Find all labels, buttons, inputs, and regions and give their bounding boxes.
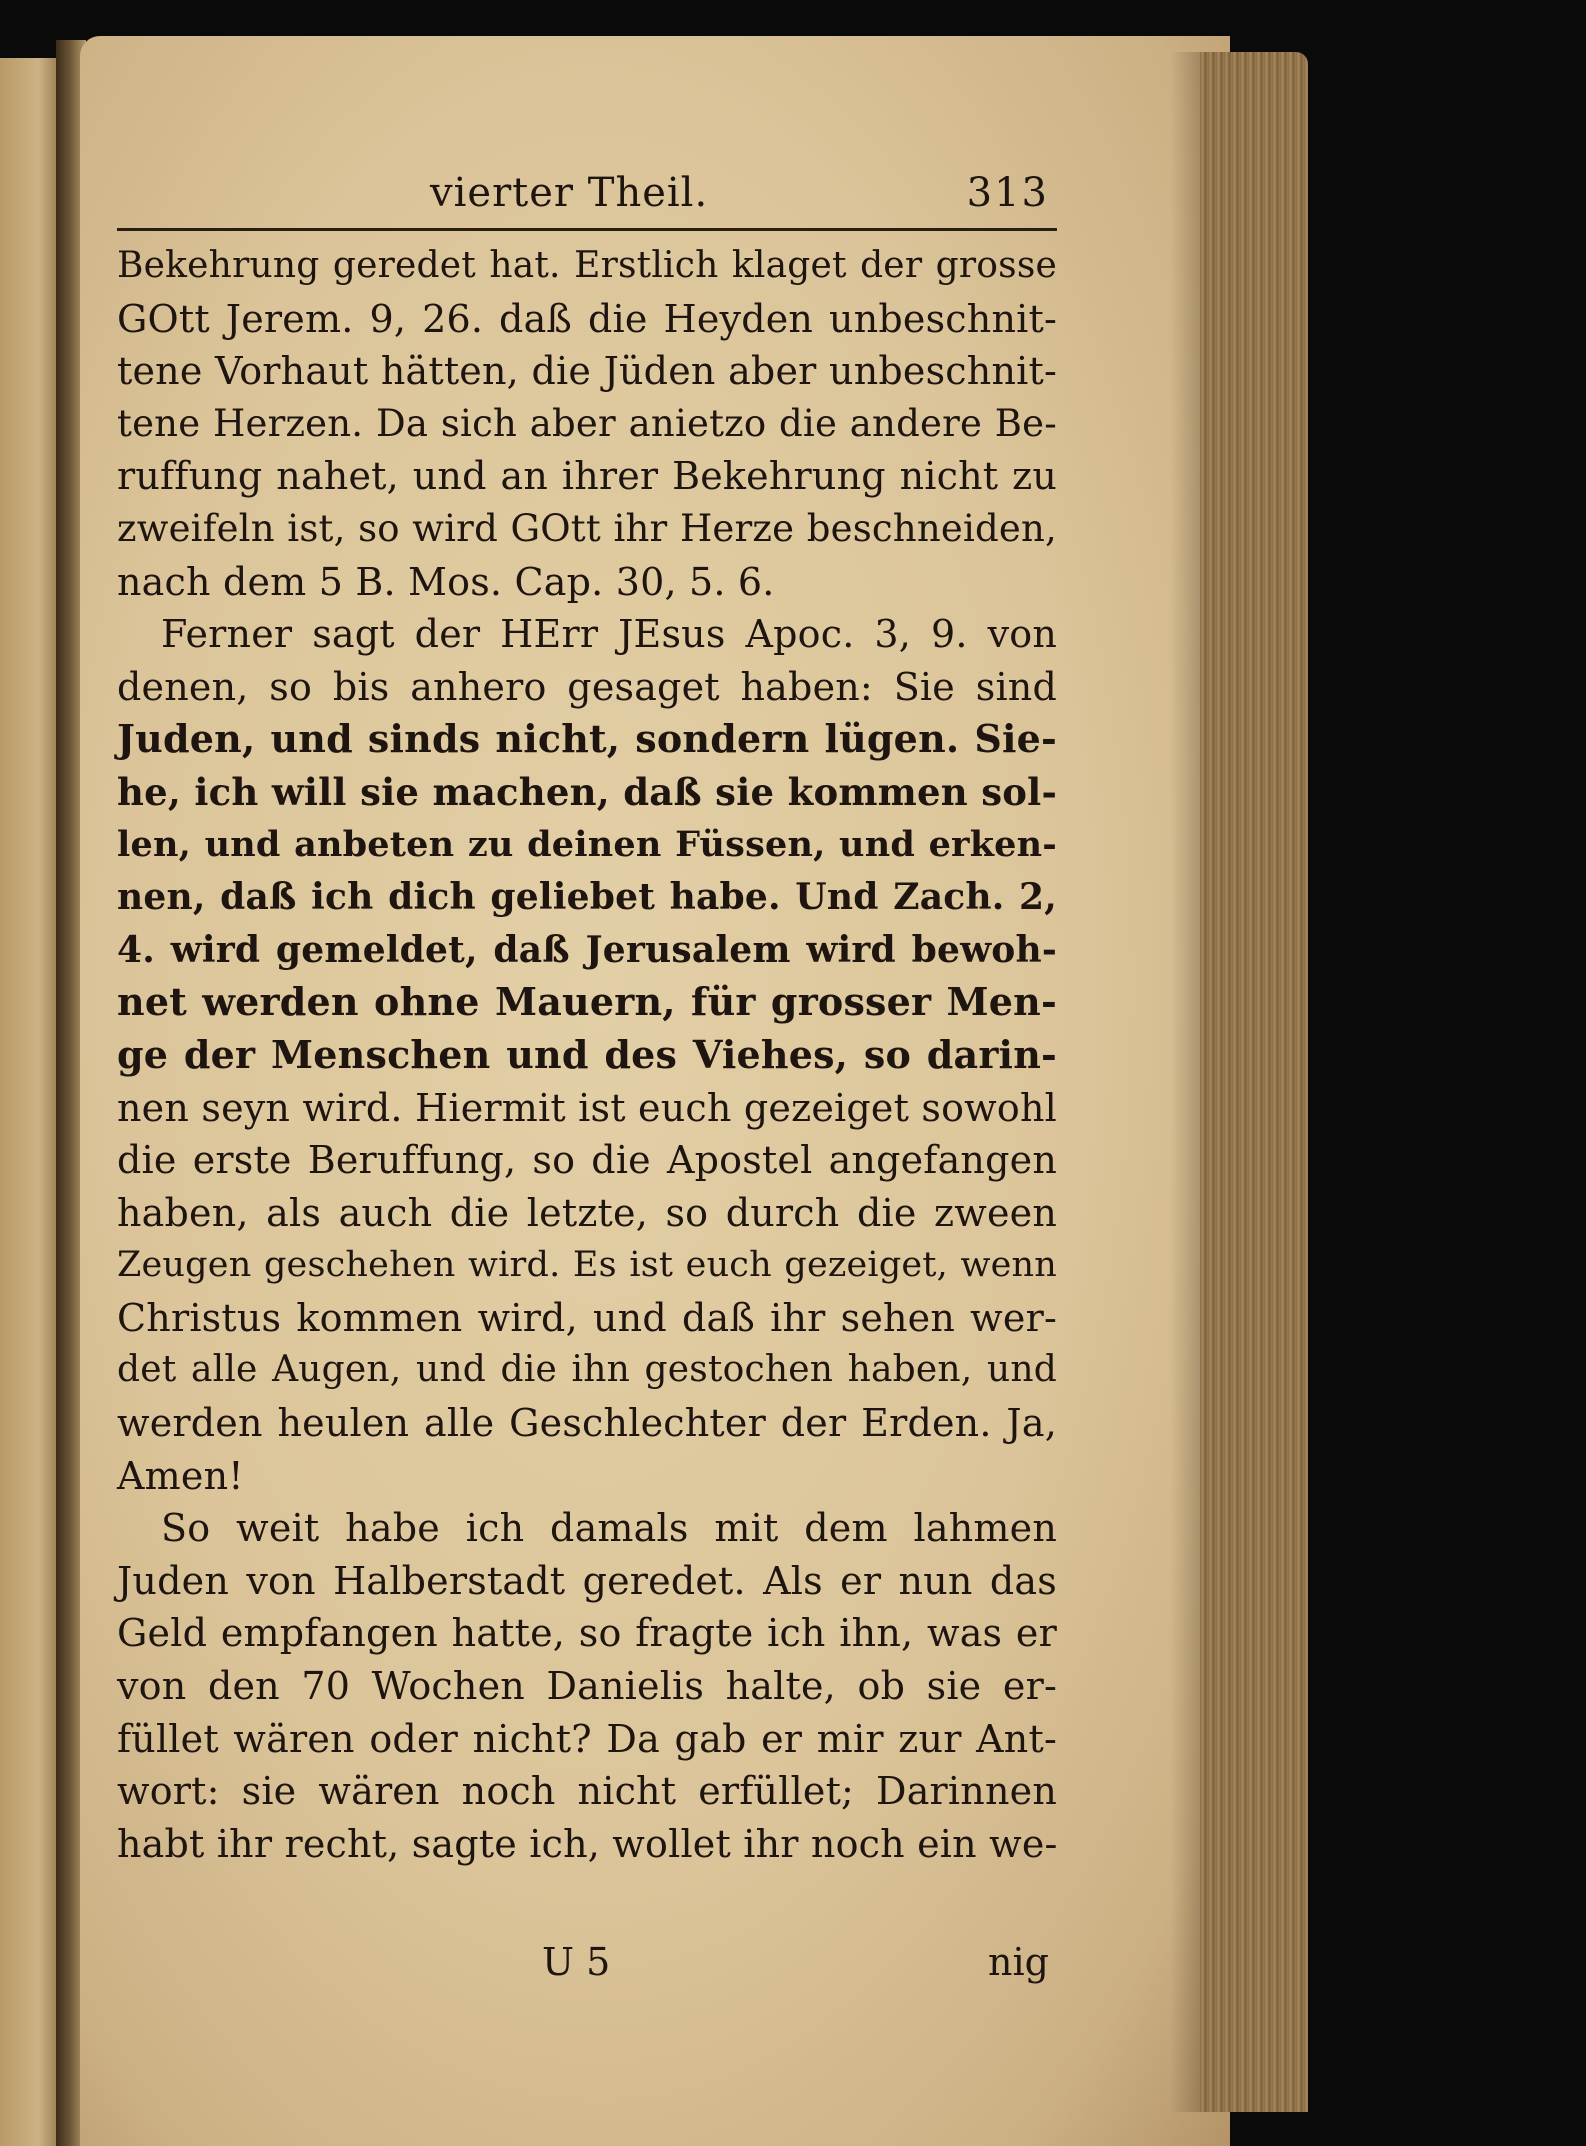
text-line: net werden ohne Mauern, für grosser Men- [117, 979, 1057, 1025]
text-line: von den 70 Wochen Danielis halte, ob sie er- [117, 1664, 1057, 1709]
running-title: vierter Theil. [430, 170, 709, 216]
text-line: Bekehrung geredet hat. Erstlich klaget der grosse [117, 245, 1057, 286]
catchword: nig [988, 1940, 1049, 1984]
page-header [117, 160, 1057, 226]
page-block-edges [1200, 52, 1308, 2112]
text-line: nach dem 5 B. Mos. Cap. 30, 5. 6. [117, 559, 775, 604]
text-line: he, ich will sie machen, daß sie kommen sol- [117, 769, 1057, 814]
text-line: Juden von Halberstadt geredet. Als er nun das [117, 1558, 1057, 1603]
text-line: Zeugen geschehen wird. Es ist euch gezeiget, wenn [117, 1245, 1057, 1286]
text-line: So weit habe ich damals mit dem lahmen [161, 1506, 1057, 1551]
text-line: len, und anbeten zu deinen Füssen, und erken- [117, 823, 1057, 865]
text-line: ruffung nahet, und an ihrer Bekehrung nicht zu [117, 454, 1057, 499]
text-line: Juden, und sinds nicht, sondern lügen. Sie- [117, 716, 1057, 762]
page-number: 313 [966, 170, 1049, 216]
text-line: die erste Beruffung, so die Apostel angefangen [117, 1138, 1057, 1183]
text-line: 4. wird gemeldet, daß Jerusalem wird bewoh- [117, 928, 1057, 971]
text-line: Amen! [117, 1453, 244, 1498]
body-text [117, 240, 1057, 1870]
previous-page-edge [0, 58, 64, 2146]
text-line: tene Herzen. Da sich aber anietzo die andere Be- [117, 401, 1057, 445]
page-footer [117, 1936, 1057, 1988]
text-line: GOtt Jerem. 9, 26. daß die Heyden unbeschnit- [117, 296, 1057, 341]
text-line: denen, so bis anhero gesaget haben: Sie sind [117, 664, 1057, 709]
text-line: det alle Augen, und die ihn gestochen haben, und [117, 1349, 1057, 1391]
header-rule [117, 228, 1057, 231]
text-line: ge der Menschen und des Viehes, so darin- [117, 1031, 1057, 1077]
signature-mark: U 5 [542, 1940, 611, 1984]
text-line: tene Vorhaut hätten, die Jüden aber unbeschnit- [117, 349, 1057, 394]
text-line: Christus kommen wird, und daß ihr sehen wer- [117, 1295, 1057, 1340]
text-line: habt ihr recht, sagte ich, wollet ihr noch ein we- [117, 1821, 1058, 1866]
text-line: nen, daß ich dich geliebet habe. Und Zach. 2, [117, 876, 1057, 919]
text-line: zweifeln ist, so wird GOtt ihr Herze beschneiden, [117, 506, 1057, 550]
text-line: füllet wären oder nicht? Da gab er mir zur Ant- [117, 1716, 1057, 1761]
text-line: werden heulen alle Geschlechter der Erden. Ja, [117, 1401, 1057, 1446]
text-line: haben, als auch die letzte, so durch die zween [117, 1190, 1057, 1235]
text-line: Geld empfangen hatte, so fragte ich ihn, was er [117, 1611, 1057, 1656]
text-block [117, 160, 1058, 1984]
text-line: wort: sie wären noch nicht erfüllet; Darinnen [117, 1769, 1057, 1814]
text-line: nen seyn wird. Hiermit ist euch gezeiget sowohl [117, 1085, 1057, 1130]
text-line: Ferner sagt der HErr JEsus Apoc. 3, 9. von [161, 612, 1057, 657]
